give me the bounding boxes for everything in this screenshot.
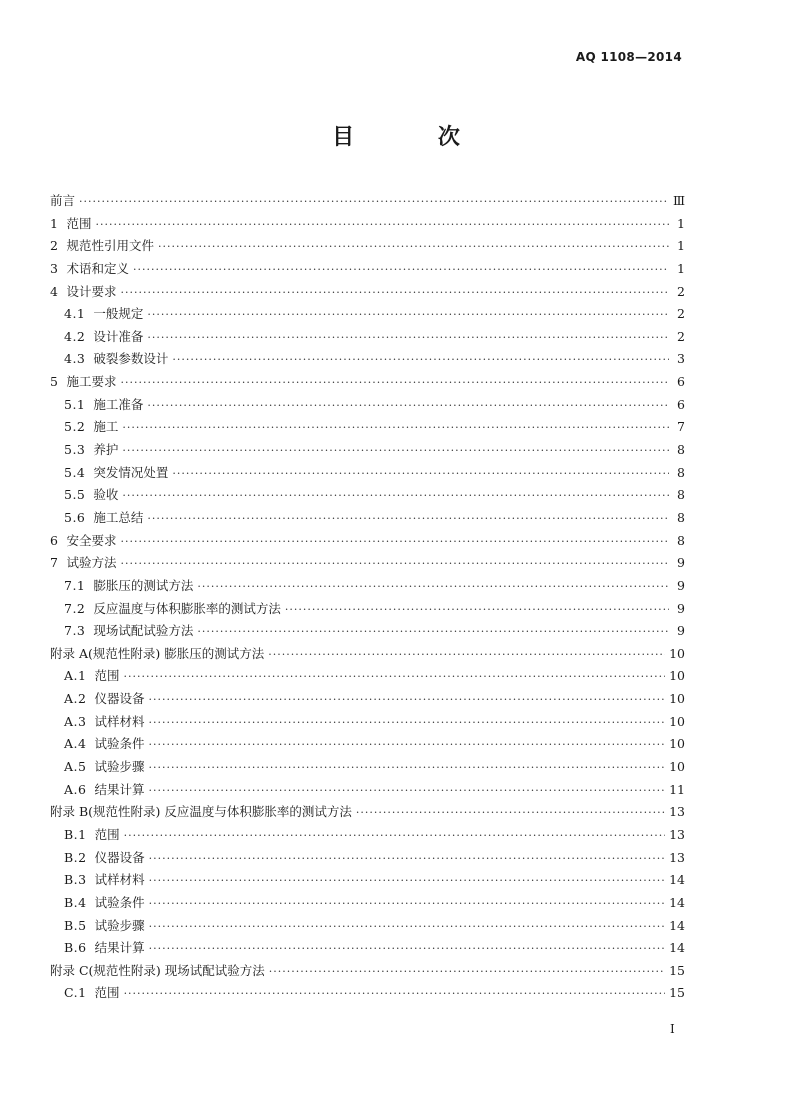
toc-entry-page: 1 <box>677 238 685 254</box>
toc-entry-page: 10 <box>669 668 685 684</box>
toc-entry-label <box>50 688 144 711</box>
dot-leader <box>122 485 669 508</box>
toc-entry[interactable] <box>50 733 685 756</box>
toc-entry-label <box>50 847 145 870</box>
toc-entry-label <box>50 892 145 915</box>
toc-entry-number: B.1 <box>64 826 87 842</box>
toc-entry-title: 范围 <box>66 215 92 231</box>
toc-entry-label <box>50 982 120 1005</box>
toc-entry-label <box>50 665 119 688</box>
toc-entry-page: 14 <box>669 940 685 956</box>
toc-entry-title: 反应温度与体积膨胀率的测试方法 <box>93 600 281 616</box>
dot-leader <box>133 259 669 282</box>
dot-leader <box>172 349 669 372</box>
dot-leader <box>95 214 669 237</box>
toc-entry-number: 4.3 <box>64 351 86 367</box>
toc-entry-title: 设计准备 <box>93 328 144 344</box>
toc-entry[interactable] <box>50 665 685 688</box>
toc-entry-label <box>50 960 265 983</box>
toc-entry-page: 9 <box>677 577 685 593</box>
toc-entry-title: 破裂参数设计 <box>93 351 169 367</box>
toc-entry-label <box>50 326 143 349</box>
toc-entry-page: 14 <box>669 872 685 888</box>
toc-entry[interactable] <box>50 303 685 326</box>
toc-entry-title: 附录 A(规范性附录) 膨胀压的测试方法 <box>50 645 265 661</box>
toc-entry-page: 15 <box>669 962 685 978</box>
toc-entry-label <box>50 190 75 213</box>
toc-entry-label <box>50 416 118 439</box>
toc-entry-number: 4 <box>50 283 59 299</box>
toc-entry-label <box>50 575 193 598</box>
toc-entry-number: 6 <box>50 532 59 548</box>
toc-entry-number: A.4 <box>64 736 87 752</box>
toc-entry-number: 2 <box>50 238 59 254</box>
toc-entry-number: B.5 <box>64 917 87 933</box>
toc-entry[interactable] <box>50 620 685 643</box>
dot-leader <box>197 621 669 644</box>
toc-entry-title: 范围 <box>94 826 120 842</box>
toc-entry[interactable] <box>50 281 685 304</box>
toc-entry-title: 试验条件 <box>94 736 145 752</box>
toc-entry-label <box>50 779 144 802</box>
toc-entry[interactable] <box>50 711 685 734</box>
toc-entry-number: A.5 <box>64 759 87 775</box>
toc-entry[interactable] <box>50 462 685 485</box>
toc-entry-number: 5.5 <box>64 487 86 503</box>
dot-leader <box>120 372 669 395</box>
toc-entry[interactable] <box>50 190 685 213</box>
toc-entry-label <box>50 869 145 892</box>
dot-leader <box>120 553 669 576</box>
toc-entry-number: 5 <box>50 374 59 390</box>
toc-entry-page: 7 <box>677 419 685 435</box>
toc-entry-page: 2 <box>677 328 685 344</box>
toc-entry[interactable] <box>50 869 685 892</box>
dot-leader <box>149 893 665 916</box>
toc-entry-title: 膨胀压的测试方法 <box>93 577 194 593</box>
toc-entry-number: 7.2 <box>64 600 86 616</box>
dot-leader <box>148 757 665 780</box>
toc-entry-number: 5.6 <box>64 509 86 525</box>
dot-leader <box>148 734 665 757</box>
toc-entry-title: 仪器设备 <box>94 691 145 707</box>
toc-entry-label <box>50 530 116 553</box>
page-number: I <box>670 1022 675 1036</box>
dot-leader <box>149 848 665 871</box>
toc-entry[interactable] <box>50 892 685 915</box>
toc-entry-title: 试验步骤 <box>94 917 145 933</box>
toc-entry[interactable] <box>50 688 685 711</box>
dot-leader <box>147 327 669 350</box>
toc-entry-page: 13 <box>669 804 685 820</box>
toc-entry-page: 13 <box>669 826 685 842</box>
toc-entry-label <box>50 371 116 394</box>
toc-entry-page: 10 <box>669 736 685 752</box>
toc-entry[interactable] <box>50 982 685 1005</box>
toc-entry-title: 养护 <box>93 442 119 458</box>
toc-entry-page: 6 <box>677 396 685 412</box>
toc-entry[interactable] <box>50 552 685 575</box>
toc-entry-title: 附录 B(规范性附录) 反应温度与体积膨胀率的测试方法 <box>50 804 352 820</box>
toc-entry-page: 10 <box>669 759 685 775</box>
toc-entry[interactable] <box>50 847 685 870</box>
toc-entry-page: 10 <box>669 645 685 661</box>
dot-leader <box>147 395 669 418</box>
dot-leader <box>356 802 665 825</box>
toc-entry-page: 8 <box>677 442 685 458</box>
dot-leader <box>269 961 665 984</box>
toc-entry[interactable] <box>50 779 685 802</box>
toc-entry[interactable] <box>50 371 685 394</box>
toc-entry-title: 结果计算 <box>94 940 145 956</box>
dot-leader <box>147 508 669 531</box>
dot-leader <box>122 417 669 440</box>
toc-entry-label <box>50 258 129 281</box>
page-title: 目 次 <box>332 124 498 150</box>
toc-entry[interactable] <box>50 824 685 847</box>
toc-entry-label <box>50 552 116 575</box>
toc-entry-label <box>50 439 118 462</box>
toc-entry-page: 6 <box>677 374 685 390</box>
toc-entry-page: 8 <box>677 487 685 503</box>
toc-entry-label <box>50 303 143 326</box>
toc-entry-title: 前言 <box>50 193 76 208</box>
toc-entry-label <box>50 462 168 485</box>
dot-leader <box>147 304 669 327</box>
toc-entry-number: C.1 <box>64 985 87 1001</box>
toc-entry-number: 4.2 <box>64 328 86 344</box>
dot-leader <box>149 870 665 893</box>
dot-leader <box>148 780 665 803</box>
toc-entry-title: 结果计算 <box>94 781 145 797</box>
toc-entry-number: A.1 <box>64 668 87 684</box>
toc-entry-title: 设计要求 <box>66 283 117 299</box>
toc-entry[interactable] <box>50 235 685 258</box>
toc-entry[interactable] <box>50 326 685 349</box>
toc-entry-title: 安全要求 <box>66 532 117 548</box>
toc-entry-title: 施工要求 <box>66 374 117 390</box>
toc-entry-title: 范围 <box>94 668 120 684</box>
toc-entry-page: 8 <box>677 509 685 525</box>
toc-entry-title: 试验步骤 <box>94 759 145 775</box>
toc-entry-number: A.6 <box>64 781 87 797</box>
toc-entry-number: 4.1 <box>64 306 86 322</box>
dot-leader <box>120 531 669 554</box>
toc-entry[interactable] <box>50 507 685 530</box>
toc-entry[interactable] <box>50 756 685 779</box>
dot-leader <box>124 983 666 1006</box>
toc-entry-label <box>50 598 281 621</box>
toc-entry-label <box>50 235 154 258</box>
toc-entry-title: 施工 <box>93 419 119 435</box>
toc-entry[interactable] <box>50 348 685 371</box>
toc-entry[interactable] <box>50 439 685 462</box>
dot-leader <box>268 644 665 667</box>
toc-entry[interactable] <box>50 937 685 960</box>
toc-entry-number: A.3 <box>64 713 87 729</box>
toc-entry-title: 仪器设备 <box>94 849 145 865</box>
dot-leader <box>122 440 669 463</box>
toc-entry-number: 3 <box>50 260 59 276</box>
toc-entry-page: 2 <box>677 306 685 322</box>
toc-entry-page: 1 <box>677 260 685 276</box>
toc-entry-title: 突发情况处置 <box>93 464 169 480</box>
dot-leader <box>172 463 669 486</box>
toc-entry-title: 范围 <box>94 985 120 1001</box>
toc-entry[interactable] <box>50 915 685 938</box>
toc-entry-number: 5.2 <box>64 419 86 435</box>
toc-entry-number: 1 <box>50 215 59 231</box>
toc-entry-label <box>50 937 145 960</box>
toc-entry-title: 现场试配试验方法 <box>93 623 194 639</box>
toc-entry-label <box>50 348 168 371</box>
toc-entry-number: 7.3 <box>64 623 86 639</box>
toc-entry-page: 13 <box>669 849 685 865</box>
toc-entry[interactable] <box>50 960 685 983</box>
toc-entry-title: 施工总结 <box>93 509 144 525</box>
toc-entry-label <box>50 507 143 530</box>
dot-leader <box>149 938 665 961</box>
toc-entry[interactable] <box>50 643 685 666</box>
toc-entry-page: 2 <box>677 283 685 299</box>
toc-entry-page: 15 <box>669 985 685 1001</box>
toc-entry-label <box>50 824 120 847</box>
dot-leader <box>158 236 669 259</box>
toc-entry-label <box>50 394 143 417</box>
toc-entry-page: 14 <box>669 917 685 933</box>
toc-entry-page: 11 <box>669 781 685 797</box>
toc-entry-number: 7 <box>50 555 59 571</box>
dot-leader <box>148 689 665 712</box>
toc-entry-label <box>50 484 118 507</box>
toc-entry-title: 一般规定 <box>93 306 144 322</box>
toc-entry-title: 验收 <box>93 487 119 503</box>
toc-entry-page: 8 <box>677 464 685 480</box>
toc-entry-number: 5.4 <box>64 464 86 480</box>
toc-entry-page: Ⅲ <box>672 193 685 208</box>
toc-entry[interactable] <box>50 394 685 417</box>
toc-entry-number: A.2 <box>64 691 87 707</box>
toc-entry[interactable] <box>50 530 685 553</box>
toc-entry-label <box>50 801 352 824</box>
toc-entry-page: 14 <box>669 894 685 910</box>
toc-entry-title: 规范性引用文件 <box>66 238 154 254</box>
toc-entry-page: 9 <box>677 555 685 571</box>
dot-leader <box>148 712 665 735</box>
toc-entry-number: 5.1 <box>64 396 86 412</box>
toc-entry-number: 5.3 <box>64 442 86 458</box>
toc-entry[interactable] <box>50 213 685 236</box>
toc-entry-title: 试验方法 <box>66 555 117 571</box>
toc-entry-title: 附录 C(规范性附录) 现场试配试验方法 <box>50 962 265 978</box>
toc-entry-label <box>50 643 264 666</box>
toc-entry-number: B.3 <box>64 872 87 888</box>
toc-entry[interactable] <box>50 258 685 281</box>
toc-entry-number: B.6 <box>64 940 87 956</box>
toc-entry-label <box>50 915 145 938</box>
toc-entry-label <box>50 281 116 304</box>
toc-entry-page: 8 <box>677 532 685 548</box>
toc-entry[interactable] <box>50 484 685 507</box>
toc-entry-label <box>50 756 144 779</box>
toc-entry-title: 术语和定义 <box>66 260 129 276</box>
dot-leader <box>149 916 665 939</box>
toc-entry-label <box>50 213 91 236</box>
toc-entry-label <box>50 733 144 756</box>
dot-leader <box>79 191 669 214</box>
toc-entry-page: 9 <box>677 600 685 616</box>
toc-entry-page: 10 <box>669 713 685 729</box>
toc-entry-page: 10 <box>669 691 685 707</box>
toc-entry-title: 施工准备 <box>93 396 144 412</box>
toc-entry-title: 试样材料 <box>94 713 145 729</box>
toc-entry-label <box>50 711 144 734</box>
toc-entry[interactable] <box>50 801 685 824</box>
toc-entry-number: 7.1 <box>64 577 86 593</box>
toc-entry[interactable] <box>50 416 685 439</box>
toc-entry-number: B.2 <box>64 849 87 865</box>
toc-entry-page: 9 <box>677 623 685 639</box>
toc-entry[interactable] <box>50 575 685 598</box>
toc-entry-page: 3 <box>677 351 685 367</box>
toc-entry-title: 试验条件 <box>94 894 145 910</box>
dot-leader <box>285 599 669 622</box>
toc-entry[interactable] <box>50 598 685 621</box>
dot-leader <box>197 576 669 599</box>
table-of-contents <box>50 190 685 1005</box>
toc-entry-label <box>50 620 193 643</box>
dot-leader <box>124 825 665 848</box>
dot-leader <box>120 282 669 305</box>
document-code: AQ 1108—2014 <box>575 50 682 64</box>
dot-leader <box>123 666 665 689</box>
toc-entry-title: 试样材料 <box>94 872 145 888</box>
toc-entry-number: B.4 <box>64 894 87 910</box>
toc-entry-page: 1 <box>677 215 685 231</box>
